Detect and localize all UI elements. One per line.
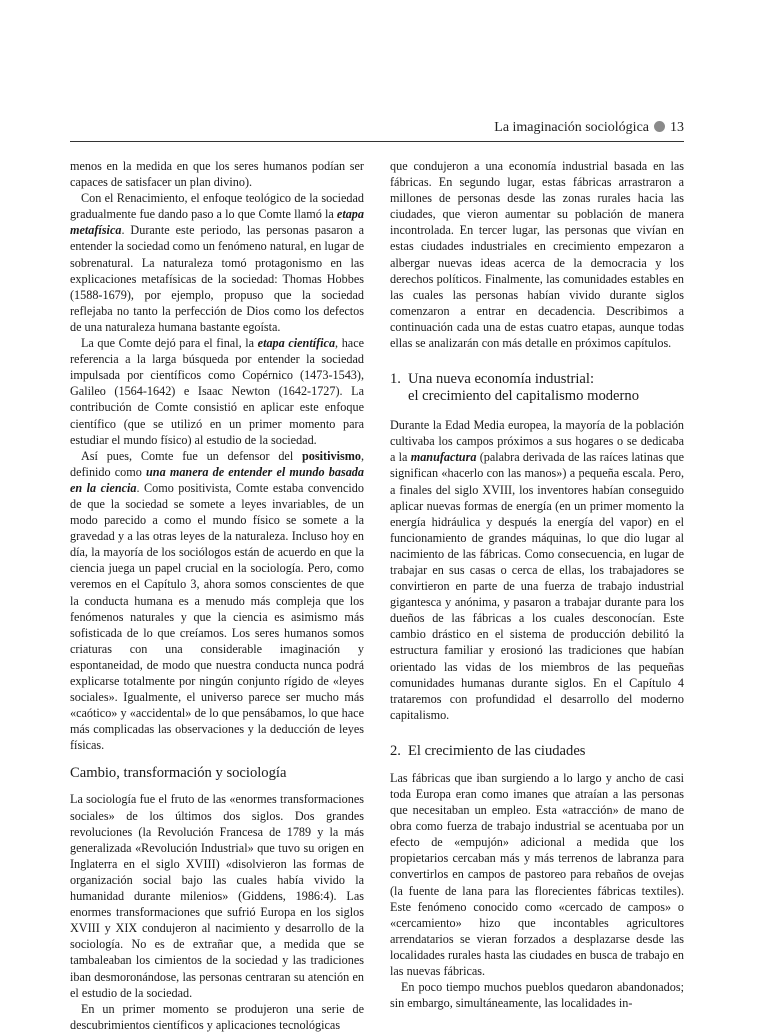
paragraph: En poco tiempo muchos pueblos quedaron abandonados; sin embargo, simultáneamente, las localidades in- bbox=[390, 980, 684, 1011]
section-heading bbox=[390, 371, 684, 405]
section-heading bbox=[390, 743, 684, 760]
key-term: manufactura bbox=[410, 450, 477, 465]
key-term: etapa metafísica bbox=[70, 207, 364, 238]
paragraph: Las fábricas que iban surgiendo a lo largo y ancho de casi toda Europa eran como imanes que atraían a las personas que necesitaban un empleo. Esta «atracción» de mano de obra como fuerza de trabajo industrial se acentuaba por un efecto de «empujón» adicional a medida que los propietarios cercaban más y más terrenos de labranza para convertirlos en campos de pastoreo para rebaños de ovejas (la fuente de lana para las florecientes fábricas textiles). Este fenómeno conocido como «cercado de campos» o «cercamiento» hizo que incontables agricultores arrendatarios se vieran forzados a desplazarse desde las localidades rurales hasta las ciudades en busca de trabajo en las nuevas fábricas. bbox=[390, 770, 684, 979]
section-title-line: Una nueva economía industrial: bbox=[408, 371, 595, 388]
section-title: El crecimiento de las ciudades bbox=[408, 742, 586, 759]
running-header bbox=[70, 118, 684, 138]
running-title: La imaginación sociológica bbox=[494, 120, 649, 135]
key-definition: una manera de entender el mundo basada en la ciencia bbox=[70, 464, 364, 495]
section-title-line: el crecimiento del capitalismo moderno bbox=[408, 388, 639, 405]
paragraph: Con el Renacimiento, el enfoque teológico de la sociedad gradualmente fue dando paso a lo que Comte llamó la etapa metafísica. Durante este periodo, las personas pasaron a entender la sociedad como un fenómeno natural, en lugar de sobrenatural. La naturaleza tomó protagonismo en las explicaciones metafísicas de la sociedad: Thomas Hobbes (1588-1679), por ejemplo, propuso que la sociedad reflejaba no tanto la perfección de Dios como los defectos de una naturaleza humana bastante egoísta. bbox=[70, 191, 364, 334]
bullet-dot-icon bbox=[654, 121, 665, 132]
paragraph: En un primer momento se produjeron una serie de descubrimientos científicos y aplicaciones tecnológicas bbox=[70, 1001, 364, 1032]
section-number: 2. bbox=[390, 742, 401, 759]
right-column bbox=[390, 158, 684, 1011]
page-number: 13 bbox=[670, 120, 684, 135]
left-column bbox=[70, 158, 364, 1033]
paragraph: Así pues, Comte fue un defensor del positivismo, definido como una manera de entender el mundo basada en la ciencia. Como positivista, Comte estaba convencido de que la sociedad se somete a leyes invariables, de un modo parecido a como el mundo físico se somete a la gravedad y a las otras leyes de la naturaleza. Incluso hoy en día, la mayoría de los sociólogos están de acuerdo en que la ciencia juega un papel crucial en la sociología. Pero, como veremos en el Capítulo 3, ahora somos conscientes de que la conducta humana es a menudo más compleja que los fenómenos naturales y que la ciencia es asimismo más sofisticada de lo que creíamos. Los seres humanos somos criaturas con una considerable imaginación y espontaneidad, de modo que nuestra conducta nunca podrá explicarse totalmente por ningún conjunto rígido de «leyes sociales». Igualmente, el universo parece ser mucho más «caótico» y «accidental» de lo que pensábamos, lo que hace más complicadas las observaciones y la deducción de leyes físicas. bbox=[70, 448, 364, 753]
key-term: positivismo bbox=[302, 448, 361, 463]
section-number: 1. bbox=[390, 371, 401, 388]
paragraph: La sociología fue el fruto de las «enormes transformaciones sociales» de los últimos dos siglos. Dos grandes revoluciones (la Revolución Francesa de 1789 y la más generalizada «Revolución Industrial» que tuvo su origen en Inglaterra en el siglo XVIII) «disolvieron las formas de organización social bajo las cuales había vivido la humanidad durante milenios» (Giddens, 1986:4). Las enormes transformaciones que sufrió Europa en los siglos XVIII y XIX condujeron al nacimiento y desarrollo de la sociología. No es de extrañar que, a medida que se tambaleaban los cimientos de la sociedad y las tradiciones iban desmoronándose, las personas centraran su atención en el estudio de la sociedad. bbox=[70, 792, 364, 1000]
section-heading: Cambio, transformación y sociología bbox=[70, 765, 287, 782]
paragraph: menos en la medida en que los seres humanos podían ser capaces de satisfacer un plan divino). bbox=[70, 159, 364, 190]
key-term: etapa científica bbox=[257, 336, 336, 351]
paragraph: La que Comte dejó para el final, la etapa científica, hace referencia a la larga búsqueda por entender la sociedad impulsada por científicos como Copérnico (1473-1543), Galileo (1564-1642) e Isaac Newton (1642-1727). La contribución de Comte consistió en aplicar este enfoque científico (que se utilizó en un primer momento para estudiar el mundo físico) al estudio de la sociedad. bbox=[70, 336, 365, 447]
paragraph: Durante la Edad Media europea, la mayoría de la población cultivaba los campos próximos a sus hogares o se dedicaba a la manufactura (palabra derivada de las raíces latinas que significan «hacerlo con las manos») a pequeña escala. Pero, a finales del siglo XVIII, los inventores habían conseguido aplicar nuevas formas de energía (en un primer momento la energía hidráulica y después la energía del vapor) en el funcionamiento de grandes máquinas, lo que dio lugar al nacimiento de las fábricas. Como consecuencia, en lugar de trabajar en sus casas o cerca de ellas, los trabajadores se convirtieron en parte de una fuerza de trabajo industrial gigantesca y anónima, y pasaron a trabajar durante para los dueños de las fábricas a los cuales desconocían. Este cambio drástico en el sistema de producción debilitó la estructura familiar y erosionó las tradiciones que habían orientado las vidas de los miembros de las pequeñas comunidades humanas durante siglos. En el Capítulo 4 trataremos con profundidad el desarrollo del moderno capitalismo. bbox=[390, 418, 684, 722]
header-rule bbox=[70, 141, 684, 142]
paragraph: que condujeron a una economía industrial basada en las fábricas. En segundo lugar, estas fábricas arrastraron a millones de personas desde las zonas rurales hacia las ciudades, que vieron aumentar su población de manera incontrolada. En tercer lugar, las personas que vivían en estas ciudades industriales en crecimiento empezaron a albergar nuevas ideas acerca de la democracia y los derechos políticos. Finalmente, las comunidades estables en las cuales las personas habían vivido durante siglos comenzaron a entrar en decadencia. Describimos a continuación cada una de estas cuatro etapas, aunque todas ellas se analizarán con más detalle en próximos capítulos. bbox=[390, 159, 684, 351]
